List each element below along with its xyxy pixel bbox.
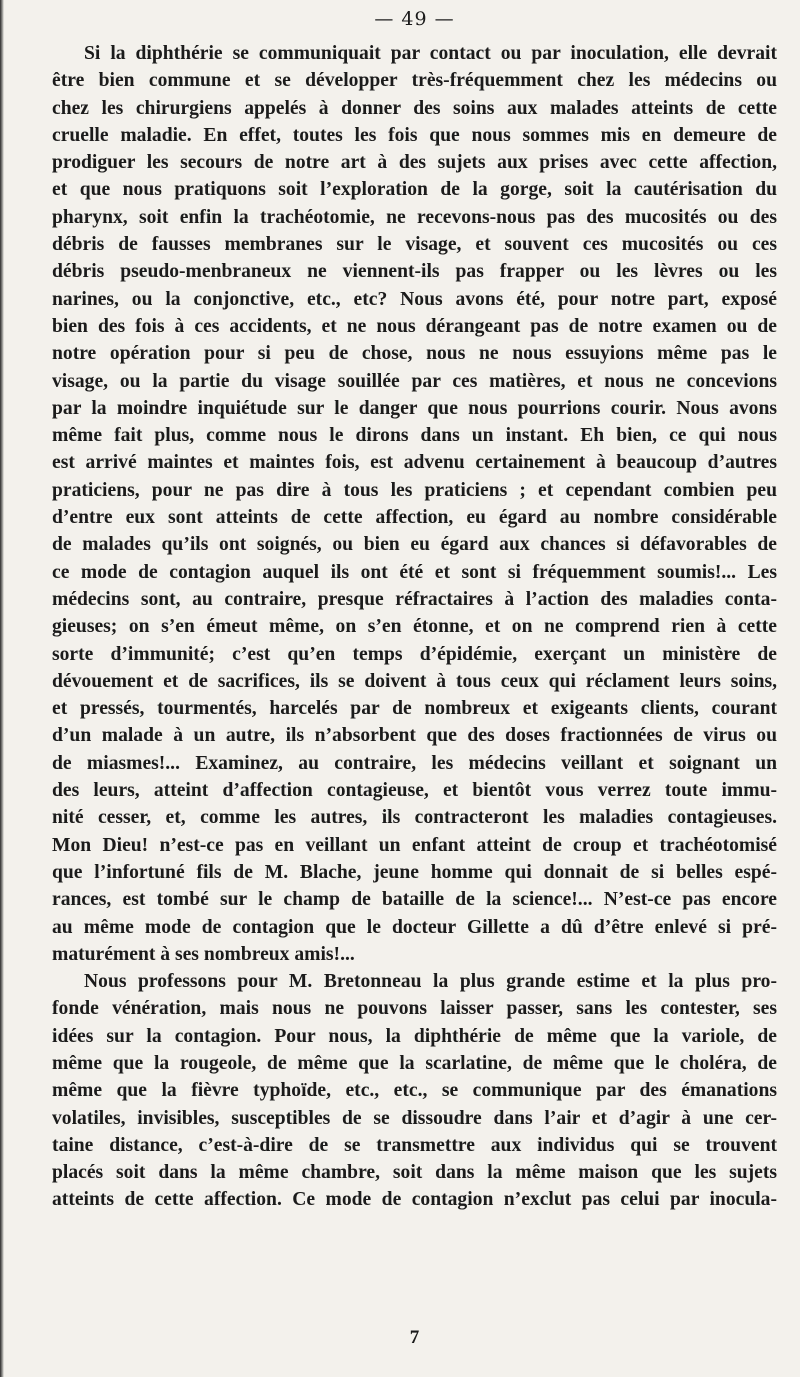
text-line: Nous professons pour M. Bretonneau la plus grande estime et la plus pro- — [84, 971, 777, 993]
text-line: rances, est tombé sur le champ de bataille de la science!... N’est-ce pas encore — [52, 889, 777, 911]
book-page — [52, 0, 777, 1377]
text-line: narines, ou la conjonctive, etc., etc? Nous avons été, pour notre part, exposé — [52, 288, 777, 310]
text-line: notre opération pour si peu de chose, nous ne nous essuyions même pas le — [52, 343, 777, 365]
text-line: et pressés, tourmentés, harcelés par de nombreux et exigeants clients, courant — [52, 698, 777, 720]
text-line: que l’infortuné fils de M. Blache, jeune homme qui donnait de si belles espé- — [52, 861, 777, 883]
text-line: sorte d’immunité; c’est qu’en temps d’épidémie, exerçant un ministère de — [52, 643, 777, 665]
text-line: cruelle maladie. En effet, toutes les fois que nous sommes mis en demeure de — [52, 124, 777, 146]
text-line: nité cesser, et, comme les autres, ils contracteront les maladies contagieuses. — [52, 807, 777, 829]
text-line: maturément à ses nombreux amis!... — [52, 943, 355, 965]
text-line: est arrivé maintes et maintes fois, est advenu certainement à beaucoup d’autres — [52, 452, 777, 474]
text-line: débris de fausses membranes sur le visage, et souvent ces mucosités ou ces — [52, 234, 777, 256]
text-line: atteints de cette affection. Ce mode de contagion n’exclut pas celui par inocula- — [52, 1189, 777, 1211]
text-line: d’entre eux sont atteints de cette affection, eu égard au nombre considérable — [52, 507, 777, 529]
body-text — [52, 40, 777, 1214]
text-line: de miasmes!... Examinez, au contraire, les médecins veillant et soignant un — [52, 752, 777, 774]
text-line: dévouement et de sacrifices, ils se doivent à tous ceux qui réclament leurs soins, — [52, 670, 777, 692]
text-line: Si la diphthérie se communiquait par contact ou par inoculation, elle devrait — [84, 43, 777, 64]
text-line: d’un malade à un autre, ils n’absorbent que des doses fractionnées de virus ou — [52, 725, 777, 747]
text-line: taine distance, c’est-à-dire de se transmettre aux individus qui se trouvent — [52, 1134, 777, 1156]
text-line: être bien commune et se développer très-fréquemment chez les médecins ou — [52, 70, 777, 92]
page-number: — 49 — — [374, 8, 455, 30]
text-line: même que la fièvre typhoïde, etc., etc., se communique par des émanations — [52, 1080, 777, 1102]
text-line: bien des fois à ces accidents, et ne nous dérangeant pas de notre examen ou de — [52, 315, 777, 337]
text-line: Mon Dieu! n’est-ce pas en veillant un enfant atteint de croup et trachéotomisé — [52, 834, 777, 856]
text-line: fonde vénération, mais nous ne pouvons laisser passer, sans les contester, ses — [52, 998, 777, 1020]
text-line: et que nous pratiquons soit l’exploration de la gorge, soit la cautérisation du — [52, 179, 777, 201]
text-line: placés soit dans la même chambre, soit dans la même maison que les sujets — [52, 1162, 777, 1184]
text-line: même que la rougeole, de même que la scarlatine, de même que le choléra, de — [52, 1052, 777, 1074]
text-line: ce mode de contagion auquel ils ont été et sont si fréquemment soumis!... Les — [52, 561, 777, 583]
text-line: pharynx, soit enfin la trachéotomie, ne recevons-nous pas des mucosités ou des — [52, 206, 777, 228]
text-line: idées sur la contagion. Pour nous, la diphthérie de même que la variole, de — [52, 1025, 777, 1047]
text-line: volatiles, invisibles, susceptibles de se dissoudre dans l’air et d’agir à une cer- — [52, 1107, 777, 1129]
text-line: gieuses; on s’en émeut même, on s’en étonne, et on ne comprend rien à cette — [52, 616, 777, 638]
text-line: de malades qu’ils ont soignés, ou bien eu égard aux chances si défavorables de — [52, 534, 777, 556]
signature-mark: 7 — [409, 1327, 420, 1348]
text-line: praticiens, pour ne pas dire à tous les praticiens ; et cependant combien peu — [52, 479, 777, 501]
text-line: par la moindre inquiétude sur le danger que nous pourrions courir. Nous avons — [52, 397, 777, 419]
text-line: même fait plus, comme nous le dirons dans un instant. Eh bien, ce qui nous — [52, 425, 777, 447]
paragraph — [52, 40, 777, 968]
text-line: chez les chirurgiens appelés à donner des soins aux malades atteints de cette — [52, 97, 777, 119]
text-line: débris pseudo-menbraneux ne viennent-ils pas frapper ou les lèvres ou les — [52, 261, 777, 283]
text-line: des leurs, atteint d’affection contagieuse, et bientôt vous verrez toute immu- — [52, 780, 777, 802]
text-line: médecins sont, au contraire, presque réfractaires à l’action des maladies conta- — [52, 588, 777, 610]
text-line: visage, ou la partie du visage souillée par ces matières, et nous ne concevions — [52, 370, 777, 392]
text-line: au même mode de contagion que le docteur Gillette a dû d’être enlevé si pré- — [52, 916, 777, 938]
page-binding-edge — [0, 0, 4, 1377]
paragraph — [52, 968, 777, 1214]
text-line: prodiguer les secours de notre art à des sujets aux prises avec cette affection, — [52, 152, 777, 174]
